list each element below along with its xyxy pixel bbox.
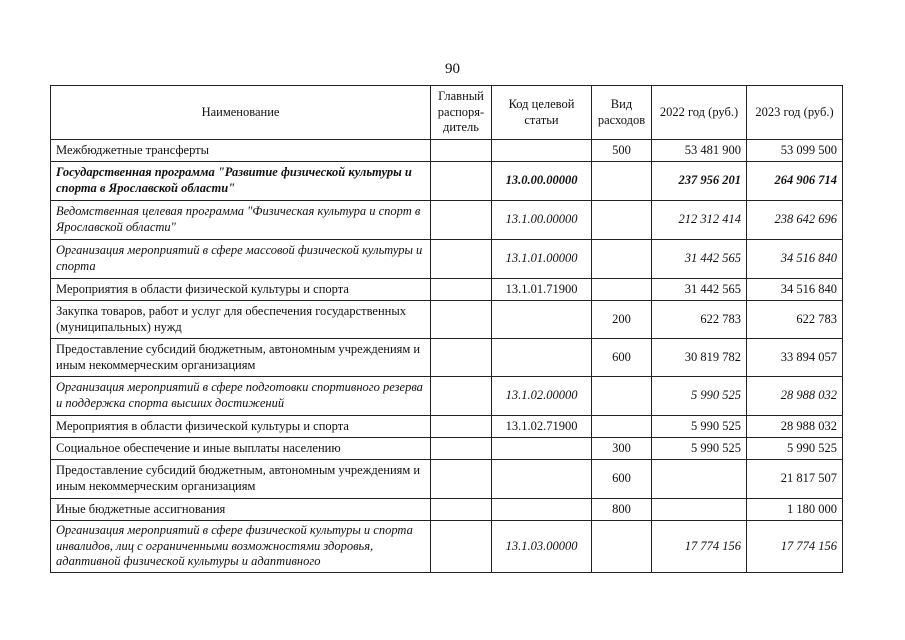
cell-type: 200: [592, 301, 652, 339]
table-row: [51, 240, 843, 279]
cell-code: [492, 499, 592, 521]
header-code: Код целевой статьи: [492, 86, 592, 140]
cell-admin: [431, 521, 492, 573]
cell-2022: 31 442 565: [652, 279, 747, 301]
cell-2022: [652, 460, 747, 499]
cell-type: 500: [592, 140, 652, 162]
header-admin: Главный распоря-дитель: [431, 86, 492, 140]
cell-code: 13.1.02.71900: [492, 416, 592, 438]
cell-2023: 33 894 057: [747, 339, 843, 377]
cell-code: 13.1.01.71900: [492, 279, 592, 301]
cell-type: [592, 162, 652, 201]
cell-admin: [431, 162, 492, 201]
cell-2022: 237 956 201: [652, 162, 747, 201]
table-row: [51, 377, 843, 416]
cell-2022: 622 783: [652, 301, 747, 339]
cell-type: 300: [592, 438, 652, 460]
cell-type: [592, 201, 652, 240]
cell-code: [492, 460, 592, 499]
budget-table: [50, 85, 843, 573]
cell-admin: [431, 279, 492, 301]
cell-type: [592, 240, 652, 279]
cell-type: [592, 521, 652, 573]
cell-name: Иные бюджетные ассигнования: [51, 499, 431, 521]
cell-type: [592, 377, 652, 416]
cell-type: [592, 279, 652, 301]
cell-admin: [431, 301, 492, 339]
cell-admin: [431, 499, 492, 521]
cell-admin: [431, 416, 492, 438]
cell-name: Мероприятия в области физической культуры и спорта: [51, 416, 431, 438]
cell-admin: [431, 140, 492, 162]
cell-code: [492, 140, 592, 162]
cell-code: 13.1.00.00000: [492, 201, 592, 240]
cell-2023: 5 990 525: [747, 438, 843, 460]
table-row: [51, 339, 843, 377]
cell-type: 800: [592, 499, 652, 521]
cell-name: Межбюджетные трансферты: [51, 140, 431, 162]
cell-2022: 30 819 782: [652, 339, 747, 377]
table-row: [51, 438, 843, 460]
cell-2022: [652, 499, 747, 521]
cell-2023: 34 516 840: [747, 240, 843, 279]
table-row: [51, 279, 843, 301]
table-row: [51, 460, 843, 499]
cell-name: Предоставление субсидий бюджетным, автономным учреждениям и иным некоммерческим организациям: [51, 460, 431, 499]
table-row: [51, 416, 843, 438]
cell-name: Организация мероприятий в сфере массовой физической культуры и спорта: [51, 240, 431, 279]
cell-2023: 21 817 507: [747, 460, 843, 499]
cell-2022: 17 774 156: [652, 521, 747, 573]
cell-2023: 1 180 000: [747, 499, 843, 521]
cell-code: 13.1.02.00000: [492, 377, 592, 416]
cell-name: Ведомственная целевая программа "Физическая культура и спорт в Ярославской области": [51, 201, 431, 240]
table-row: [51, 201, 843, 240]
cell-admin: [431, 240, 492, 279]
cell-code: 13.1.01.00000: [492, 240, 592, 279]
cell-2023: 17 774 156: [747, 521, 843, 573]
cell-type: 600: [592, 339, 652, 377]
cell-code: 13.1.03.00000: [492, 521, 592, 573]
cell-2023: 28 988 032: [747, 416, 843, 438]
table-row: [51, 140, 843, 162]
cell-2023: 238 642 696: [747, 201, 843, 240]
table-row: [51, 301, 843, 339]
page-number: 90: [445, 61, 460, 77]
cell-admin: [431, 438, 492, 460]
header-2022: 2022 год (руб.): [652, 86, 747, 140]
cell-name: Организация мероприятий в сфере физической культуры и спорта инвалидов, лиц с ограниченными возможностями здоровья, адаптивной физической культуры и адаптивного: [51, 521, 431, 573]
cell-2022: 5 990 525: [652, 438, 747, 460]
cell-2023: 264 906 714: [747, 162, 843, 201]
cell-2022: 31 442 565: [652, 240, 747, 279]
cell-2022: 5 990 525: [652, 377, 747, 416]
cell-code: [492, 438, 592, 460]
table-body: [51, 140, 843, 573]
cell-2022: 53 481 900: [652, 140, 747, 162]
header-2023: 2023 год (руб.): [747, 86, 843, 140]
cell-admin: [431, 377, 492, 416]
table-header-row: [51, 86, 843, 140]
cell-code: [492, 339, 592, 377]
table-row: [51, 162, 843, 201]
cell-code: 13.0.00.00000: [492, 162, 592, 201]
cell-2023: 53 099 500: [747, 140, 843, 162]
header-name: Наименование: [51, 86, 431, 140]
cell-2023: 28 988 032: [747, 377, 843, 416]
cell-admin: [431, 201, 492, 240]
cell-2022: 5 990 525: [652, 416, 747, 438]
cell-name: Организация мероприятий в сфере подготовки спортивного резерва и поддержка спорта высших достижений: [51, 377, 431, 416]
cell-name: Предоставление субсидий бюджетным, автономным учреждениям и иным некоммерческим организациям: [51, 339, 431, 377]
cell-2023: 622 783: [747, 301, 843, 339]
table-row: [51, 521, 843, 573]
cell-name: Государственная программа "Развитие физической культуры и спорта в Ярославской области": [51, 162, 431, 201]
cell-type: 600: [592, 460, 652, 499]
cell-type: [592, 416, 652, 438]
cell-2022: 212 312 414: [652, 201, 747, 240]
cell-name: Закупка товаров, работ и услуг для обеспечения государственных (муниципальных) нужд: [51, 301, 431, 339]
cell-code: [492, 301, 592, 339]
cell-2023: 34 516 840: [747, 279, 843, 301]
cell-name: Социальное обеспечение и иные выплаты населению: [51, 438, 431, 460]
cell-admin: [431, 339, 492, 377]
table-row: [51, 499, 843, 521]
cell-admin: [431, 460, 492, 499]
header-type: Вид расходов: [592, 86, 652, 140]
cell-name: Мероприятия в области физической культуры и спорта: [51, 279, 431, 301]
